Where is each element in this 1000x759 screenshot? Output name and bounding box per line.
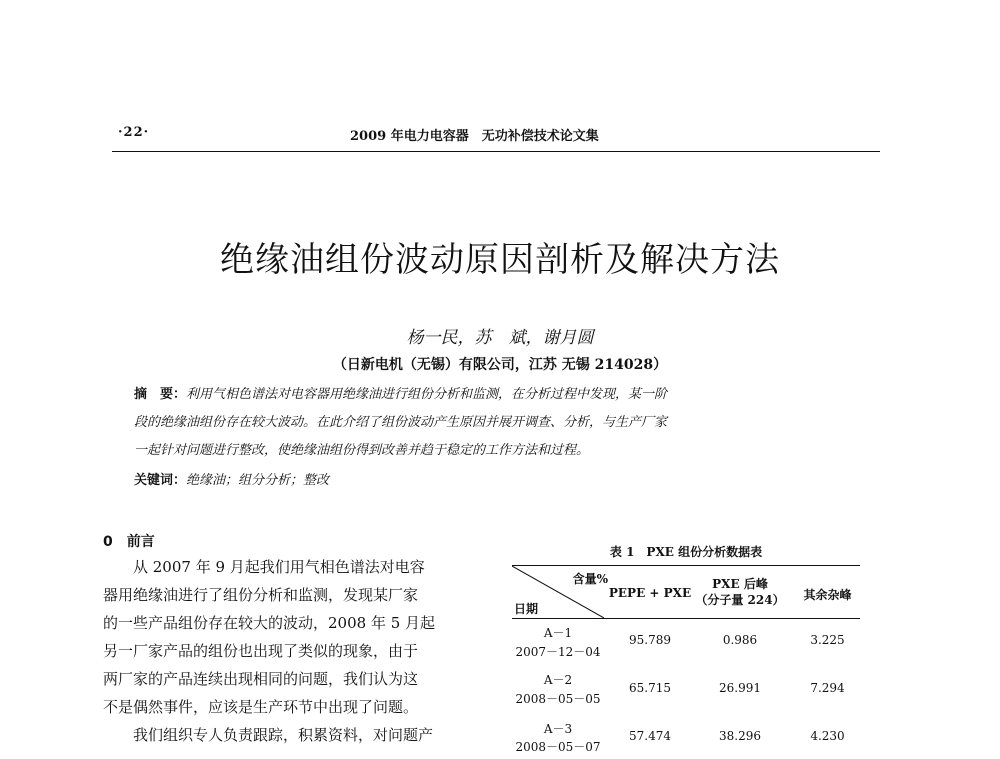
- table-header-other: 其余杂峰: [803, 588, 852, 602]
- table-header-date: 日期: [514, 602, 539, 616]
- affiliation: （日新电机（无锡）有限公司，江苏 无锡 214028）: [332, 357, 668, 373]
- table-header-content: 含量%: [572, 572, 608, 586]
- table-caption: 表 1 PXE 组份分析数据表: [609, 545, 763, 559]
- keywords-label: 关键词：: [134, 473, 187, 488]
- keywords-line: [134, 469, 329, 488]
- page-number: ·22·: [118, 125, 150, 140]
- table-header-pxe-peak-line1: PXE 后峰: [712, 577, 768, 591]
- section-title: 前言: [126, 534, 155, 550]
- table-row-1-pxe-peak: 0.986: [722, 633, 758, 647]
- authors: 杨一民，苏 斌，谢月圆: [406, 328, 594, 348]
- table-header-pepe-pxe: PEPE + PXE: [608, 586, 692, 600]
- table-row-3-other: 4.230: [810, 729, 845, 743]
- section-heading: [103, 531, 155, 551]
- abstract-line-2: 段的绝缘油组份存在较大波动。在此介绍了组份波动产生原因并展开调查、分析，与生产厂家: [134, 415, 668, 430]
- abstract-text-1: 利用气相色谱法对电容器用绝缘油进行组份分析和监测，在分析过程中发现，某一阶: [186, 387, 668, 402]
- table-row-2-other: 7.294: [810, 681, 845, 695]
- table-row-3-date: 2008－05－07: [515, 740, 601, 754]
- body-line-5: 两厂家的产品连续出现相同的问题，我们认为这: [103, 670, 419, 688]
- table-row-1-date: 2007－12－04: [515, 645, 601, 659]
- abstract-line-1: [134, 383, 667, 402]
- body-line-3: 的一些产品组份存在较大的波动，2008 年 5 月起: [103, 614, 436, 632]
- abstract-line-3: 一起针对问题进行整改，使绝缘油组份得到改善并趋于稳定的工作方法和过程。: [134, 443, 590, 458]
- body-line-6: 不是偶然事件，应该是生产环节中出现了问题。: [103, 698, 419, 716]
- table-row-3-sample: A－3: [543, 722, 573, 736]
- article-title: 绝缘油组份波动原因剖析及解决方法: [220, 240, 780, 280]
- body-line-1: 从 2007 年 9 月起我们用气相色谱法对电容: [103, 558, 425, 576]
- table-row-3-pxe-peak: 38.296: [719, 729, 761, 743]
- table-row-1-other: 3.225: [810, 633, 845, 647]
- table-header-pxe-peak: [690, 576, 790, 608]
- table-row-2-sample: A－2: [543, 673, 573, 687]
- body-line-2: 器用绝缘油进行了组份分析和监测，发现某厂家: [103, 586, 419, 604]
- table-row-3-pepe-pxe: 57.474: [629, 729, 671, 743]
- journal-title: 2009 年电力电容器 无功补偿技术论文集: [350, 129, 599, 144]
- header-rule: [112, 151, 880, 152]
- table-row-1-pepe-pxe: 95.789: [629, 633, 671, 647]
- table-row-2-pepe-pxe: 65.715: [629, 681, 671, 695]
- table-header-rule: [512, 618, 860, 619]
- table-row-2-pxe-peak: 26.991: [719, 681, 761, 695]
- table-row-2-date: 2008－05－05: [515, 692, 601, 706]
- body-line-7: 我们组织专人负责跟踪，积累资料，对问题产: [103, 726, 434, 744]
- abstract-label: 摘 要：: [134, 387, 187, 402]
- section-number: 0: [103, 534, 113, 550]
- keywords: 绝缘油；组分分析；整改: [186, 473, 330, 488]
- table-row-1-sample: A－1: [543, 626, 573, 640]
- table-header-pxe-peak-line2: （分子量 224）: [695, 593, 785, 607]
- body-line-4: 另一厂家产品的组份也出现了类似的现象，由于: [103, 642, 419, 660]
